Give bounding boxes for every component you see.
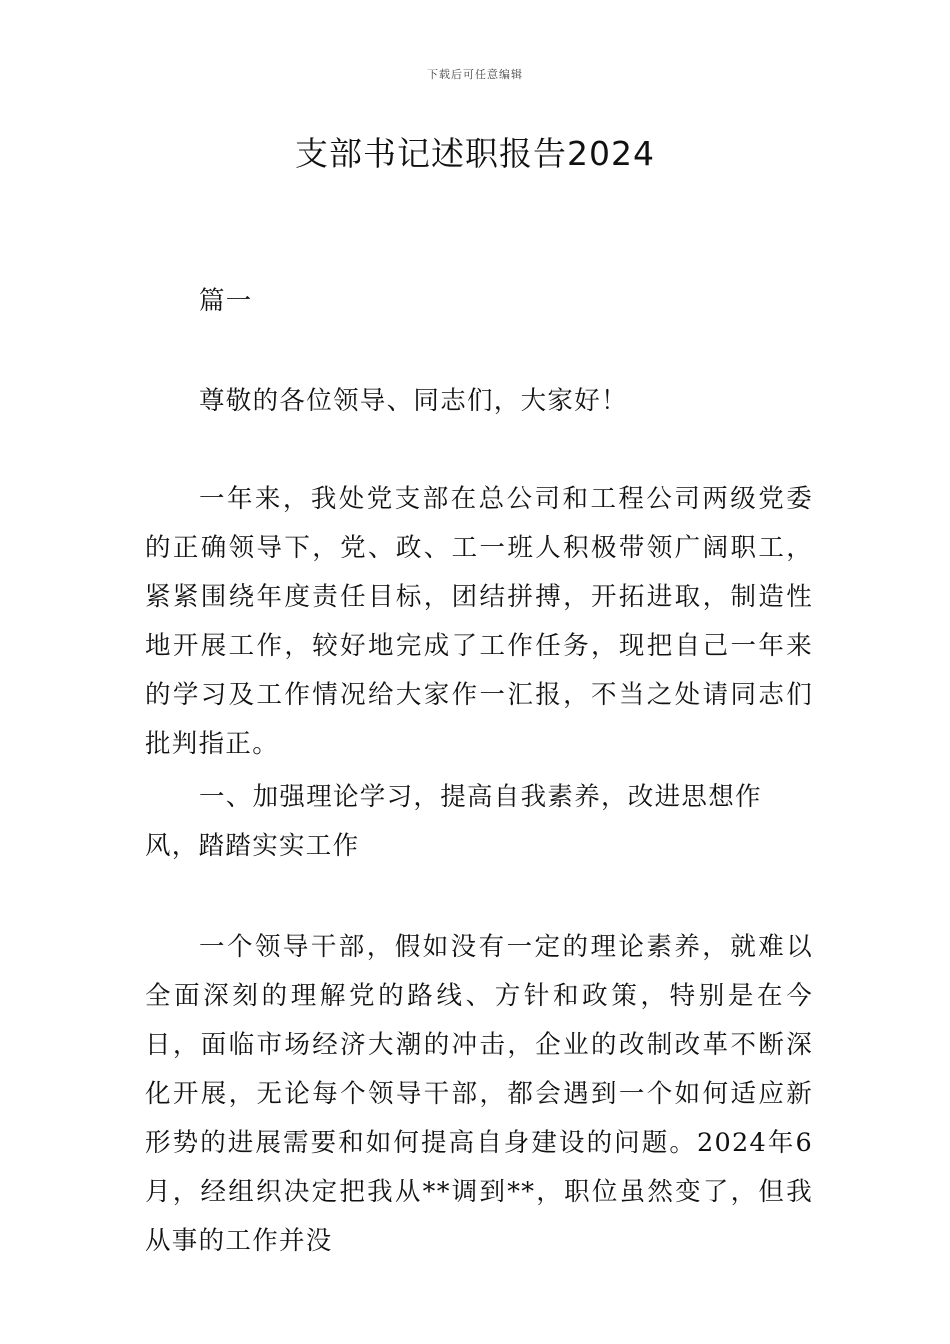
section-heading: 一、加强理论学习，提高自我素养，改进思想作风，踏踏实实工作 xyxy=(145,782,762,861)
intro-paragraph: 一年来，我处党支部在总公司和工程公司两级党委的正确领导下，党、政、工一班人积极带领广阔职工，紧紧围绕年度责任目标，团结拼搏，开拓进取，制造性地开展工作，较好地完成了工作任务，现把自己一年来的学习及工作情况给大家作一汇报，不当之处请同志们批判指正。 xyxy=(145,484,813,759)
header-note: 下载后可任意编辑 xyxy=(427,68,523,81)
greeting-paragraph: 尊敬的各位领导、同志们，大家好！ xyxy=(199,386,628,416)
section-label: 篇一 xyxy=(199,286,253,316)
document-title: 支部书记述职报告2024 xyxy=(295,134,655,173)
body-paragraph: 一个领导干部，假如没有一定的理论素养，就难以全面深刻的理解党的路线、方针和政策，特别是在今日，面临市场经济大潮的冲击，企业的改制改革不断深化开展，无论每个领导干部，都会遇到一个如何适应新形势的进展需要和如何提高自身建设的问题。2024年6月，经组织决定把我从**调到**，职位虽然变了，但我从事的工作并没 xyxy=(145,932,813,1256)
